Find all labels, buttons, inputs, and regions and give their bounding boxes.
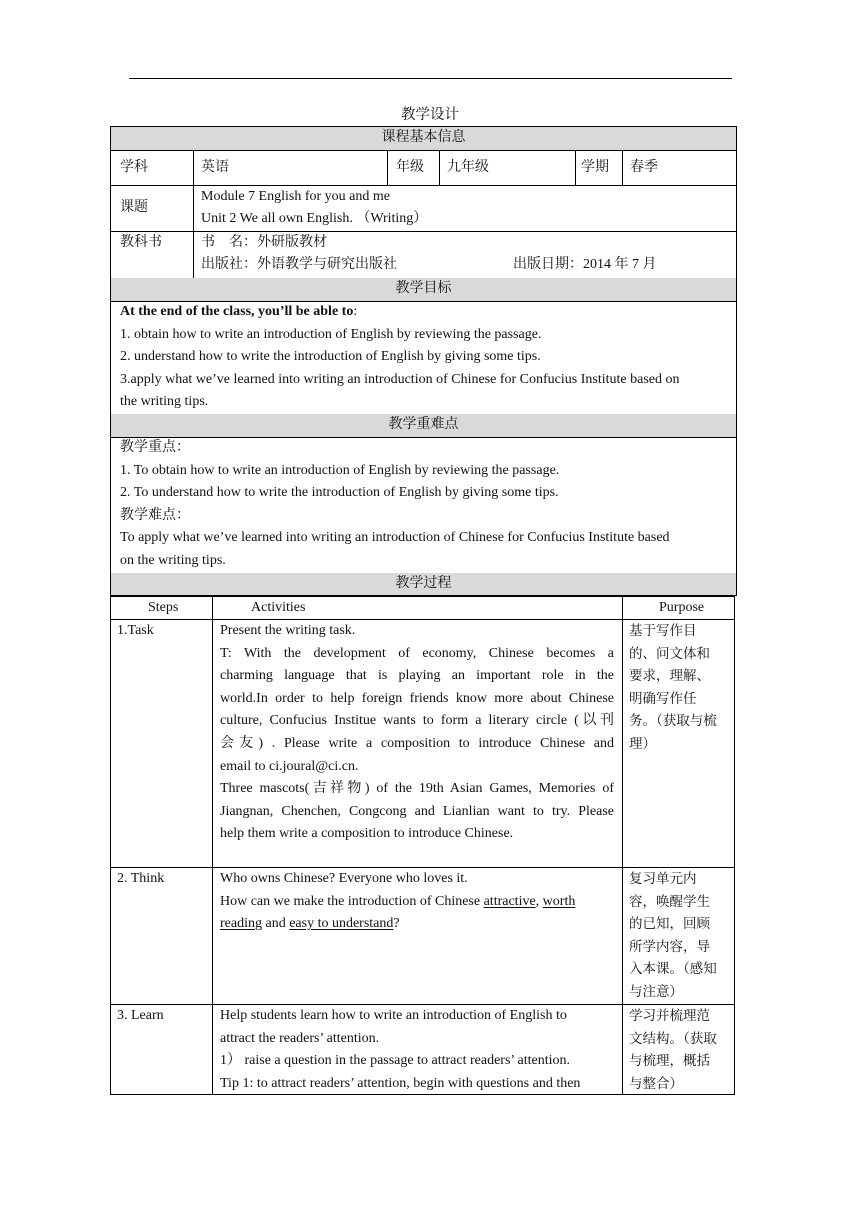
focus-2: 2. To understand how to write the introduction of English by giving some tips. xyxy=(120,485,559,501)
step-2-label: 2. Think xyxy=(117,871,165,886)
header-rule xyxy=(129,78,732,79)
subject-label: 学科 xyxy=(120,160,148,175)
col-header-steps: Steps xyxy=(148,600,179,615)
section-header-objectives: 教学目标 xyxy=(111,278,736,302)
step-2-purpose: 复习单元内 容，唤醒学生 的已知，回顾 所学内容，导 入本课。（感知 与注意） xyxy=(629,871,717,1000)
grade-value: 九年级 xyxy=(447,160,489,175)
step-3-label: 3. Learn xyxy=(117,1008,164,1023)
topic-label: 课题 xyxy=(120,200,148,215)
objective-3-cont: the writing tips. xyxy=(120,394,209,410)
step-1-purpose: 基于写作目 的、问文体和 要求，理解、 明确写作任 务。（获取与梳 理） xyxy=(629,623,717,752)
textbook-label: 教科书 xyxy=(120,235,162,250)
objectives-intro: At the end of the class, you’ll be able to xyxy=(120,304,354,319)
section-header-key-points: 教学重难点 xyxy=(111,414,736,438)
section-header-basic: 课程基本信息 xyxy=(111,127,736,151)
grade-label: 年级 xyxy=(396,160,424,175)
topic-line-1: Module 7 English for you and me xyxy=(201,189,390,204)
difficulty-1: To apply what we’ve learned into writing an introduction of Chinese for Confucius Institute based xyxy=(120,530,670,546)
underline-easy: easy to understand xyxy=(289,916,394,932)
objectives-content: At the end of the class, you’ll be able to: 1. obtain how to write an introduction of English by reviewing the passage. 2. understand how to write the introduction of English by giving some tips. 3.apply what we’ve learned into writing an introduction of Chinese for Confucius Institute based on the writing tips. xyxy=(120,301,732,414)
underline-reading: reading xyxy=(220,916,262,932)
objective-3: 3.apply what we’ve learned into writing an introduction of Chinese for Confucius Institute based on xyxy=(120,371,680,387)
underline-attractive: attractive xyxy=(483,893,536,909)
underline-worth: worth xyxy=(542,893,576,909)
step-3-activities: Help students learn how to write an introduction of English to attract the readers’ attention. 1） raise a question in the passage to attract readers’ attention. Tip 1: to attract readers’ attention, begin with questions and then xyxy=(220,1008,581,1091)
step-2-activities: Who owns Chinese? Everyone who loves it. How can we make the introduction of Chinese attractive, worth reading and easy to understand? xyxy=(220,871,576,932)
col-header-purpose: Purpose xyxy=(659,600,705,615)
term-label: 学期 xyxy=(581,160,609,175)
difficulty-2: on the writing tips. xyxy=(120,552,226,568)
difficulty-label: 教学难点： xyxy=(120,507,190,523)
objective-2: 2. understand how to write the introduction of English by giving some tips. xyxy=(120,349,541,365)
step-1-label: 1.Task xyxy=(117,623,154,638)
textbook-name: 书 名：外研版教材 xyxy=(201,235,327,250)
focus-label: 教学重点： xyxy=(120,440,190,455)
objective-1: 1. obtain how to write an introduction of English by reviewing the passage. xyxy=(120,326,542,342)
subject-value: 英语 xyxy=(201,160,229,175)
col-header-activities: Activities xyxy=(251,600,306,615)
textbook-publisher: 出版社：外语教学与研究出版社 xyxy=(201,257,397,272)
term-value: 春季 xyxy=(630,160,658,175)
key-points-content xyxy=(120,437,732,573)
document-title: 教学设计 xyxy=(401,107,459,123)
step-1-activities: Present the writing task. T: With the development of economy, Chinese becomes a charming language that is playing an important role in the world.In order to help foreign friends know more about Chinese culture, Confucius Institue wants to form a literary circle (以刊 会友) . Please write a composition to introduce Chinese and email to ci.joural@ci.cn. Three mascots(吉祥物) of the 19th Asian Games, Memories of Jiangnan, Chenchen, Congcong and Lianlian want to try. Please help them write a composition to introduce Chinese. xyxy=(220,623,614,842)
course-info-table xyxy=(110,126,737,596)
textbook-publish-date: 出版日期：2014 年 7 月 xyxy=(513,257,657,272)
focus-1: 1. To obtain how to write an introduction of English by reviewing the passage. xyxy=(120,462,560,478)
section-header-process: 教学过程 xyxy=(111,573,736,595)
topic-line-2: Unit 2 We all own English. （Writing） xyxy=(201,211,428,226)
step-3-purpose: 学习并梳理范 文结构。（获取 与梳理，概括 与整合） xyxy=(629,1008,717,1092)
process-table xyxy=(110,596,735,1095)
